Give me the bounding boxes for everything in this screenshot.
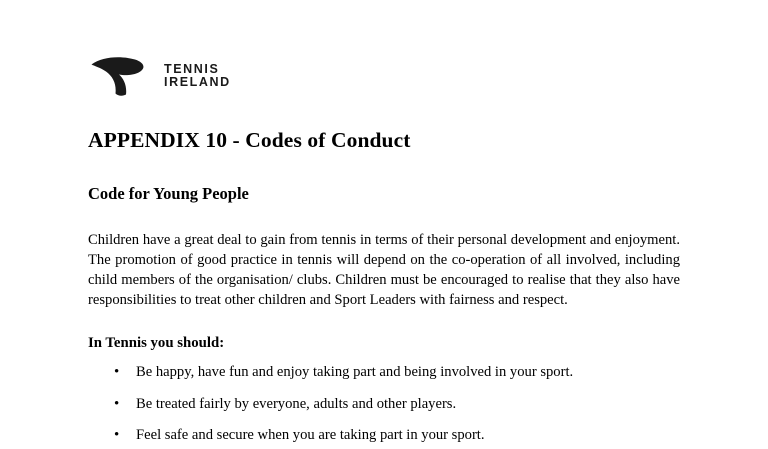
list-item: • Feel safe and secure when you are taking part in your sport. <box>136 426 680 446</box>
logo-line-2: IRELAND <box>164 75 231 89</box>
list-item: • Be treated fairly by everyone, adults and other players. <box>136 395 680 415</box>
section-heading: Code for Young People <box>88 184 249 203</box>
conduct-bullet-list <box>88 363 680 446</box>
page-title: APPENDIX 10 - Codes of Conduct <box>88 128 411 152</box>
logo-wordmark <box>164 63 231 90</box>
logo-line-1: TENNIS <box>164 61 220 76</box>
sub-heading: In Tennis you should: <box>88 335 225 352</box>
intro-paragraph: Children have a great deal to gain from tennis in terms of their personal development and enjoyment. The promotion of good practice in tennis will depend on the co-operation of all involved, including child members of the organisation/ clubs. Children must be encouraged to realise that they also have responsibilities to treat other children and Sport Leaders with fairness and respect. <box>88 232 680 308</box>
tennis-ireland-logo-mark <box>88 55 154 97</box>
list-item: • Be happy, have fun and enjoy taking part and being involved in your sport. <box>136 363 680 383</box>
tennis-ireland-logo <box>88 0 680 102</box>
